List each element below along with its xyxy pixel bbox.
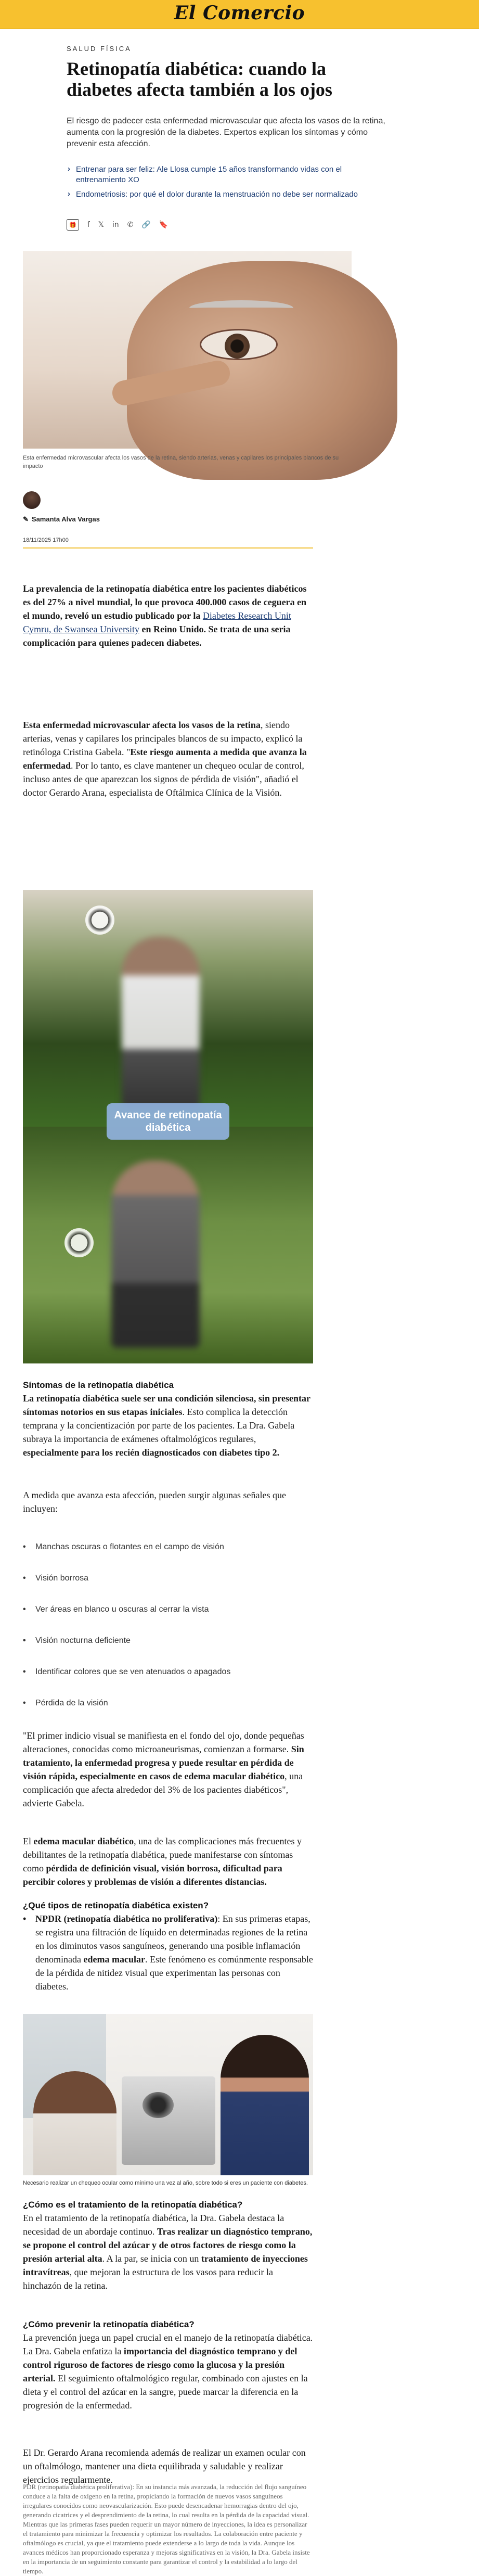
video-label: Avance de retinopatía diabética (107, 1103, 229, 1140)
paragraph-4: A medida que avanza esta afección, pueden surgir algunas señales que incluyen: (23, 1490, 286, 1514)
hero-image (23, 251, 352, 449)
bookmark-icon[interactable]: 🔖 (159, 221, 169, 229)
top-bar (0, 0, 479, 29)
site-logo[interactable]: El Comercio (174, 2, 305, 24)
list-item: • Ver áreas en blanco u oscuras al cerrar la vista (23, 1603, 313, 1616)
extra-content-hidden: PDR (retinopatía diabética proliferativa): En su instancia más avanzada, la reducción del flujo sanguíneo conduce a la falta de oxígeno en la retina, propiciando la formación de nuevos vasos sanguíneos irregulares conocidos como neovascularización. Esto puede desencadenar hemorragias dentro del ojo, generando cicatrices y el desprendimiento de la retina, lo cual resulta en la pérdida de la capacidad visual. Mientras que las primeras fases pueden requerir un mayor número de inyecciones, la idea es personalizar el tratamiento para minimizar la frecuencia y optimizar los resultados. La colaboración entre paciente y oftalmólogo es crucial, ya que el tratamiento puede extenderse a lo largo de toda la vida. Aunque los avances médicos han proporcionado esperanza y mejoras significativas en la visión, la Dra. Gabela insiste en la importancia de un seguimiento constante para garantizar el control y la estabilidad a lo largo del tiempo. (23, 2483, 310, 2575)
section-types (23, 1899, 313, 2007)
list-item: • Visión borrosa (23, 1572, 313, 1585)
hero-caption: Esta enfermedad microvascular afecta los vasos de la retina, siendo arterias, venas y capilares los principales blancos de su impacto (23, 455, 339, 469)
related-link-text[interactable]: Endometriosis: por qué el dolor durante la menstruación no debe ser normalizado (76, 190, 358, 199)
list-item: • Pérdida de la visión (23, 1697, 313, 1710)
types-list (23, 1912, 313, 1993)
article-summary: El riesgo de padecer esta enfermedad microvascular que afecta los vasos de la retina, aumenta con la progresión de la diabetes. Expertos explican los síntomas y cómo prevenir esta afección. (67, 117, 385, 148)
section-tag[interactable]: SALUD FÍSICA (67, 45, 132, 53)
list-item: • Manchas oscuras o flotantes en el campo de visión (23, 1540, 313, 1554)
gift-icon[interactable]: 🎁 (67, 219, 79, 231)
related-links (67, 164, 389, 204)
symptom-list-wrap (23, 1540, 313, 1728)
x-icon[interactable]: 𝕏 (98, 221, 104, 229)
pen-icon: ✎ (23, 515, 29, 523)
author-name[interactable]: Samanta Alva Vargas (31, 515, 100, 523)
publish-date: 18/11/2025 17h00 (23, 537, 69, 543)
related-link-text[interactable]: Entrenar para ser feliz: Ale Llosa cumple 15 años transformando vidas con el entrenamiento XO (76, 165, 342, 184)
related-link[interactable] (67, 164, 389, 185)
link-icon[interactable]: 🔗 (141, 221, 151, 229)
section-treatment: ¿Cómo es el tratamiento de la retinopatía diabética? En el tratamiento de la retinopatía diabética, la Dra. Gabela destaca la necesidad de un abordaje continuo. Tras realizar un diagnóstico temprano, se propone el control del azúcar y de otros factores de riesgo como la presión arterial alta. A la par, se inicia con un tratamiento de inyecciones intravítreas, que mejoran la estructura de los vasos para reducir la hinchazón de la retina. (23, 2200, 313, 2291)
related-link[interactable] (67, 189, 389, 200)
exam-photo-caption: Necesario realizar un chequeo ocular como mínimo una vez al año, sobre todo si eres un paciente con diabetes. (23, 2180, 308, 2186)
study-link[interactable]: Diabetes Research Unit Cymru, de Swansea University (23, 610, 291, 634)
list-item: • Visión nocturna deficiente (23, 1634, 313, 1648)
paragraph-5: "El primer indicio visual se manifiesta en el fondo del ojo, donde pequeñas alteraciones, conocidas como microaneurismas, comienzan a formarse. Sin tratamiento, la enfermedad progresa y puede resultar en pérdida de visión rápida, especialmente en casos de edema macular diabético, una complicación que afecta alrededor del 3% de los pacientes diabéticos", advierte Gabela. (23, 1730, 304, 1808)
section-prevention: ¿Cómo prevenir la retinopatía diabética? La prevención juega un papel crucial en el manejo de la retinopatía diabética. La Dra. Gabela enfatiza la importancia del diagnóstico temprano y del control riguroso de factores de riesgo como la glucosa y la presión arterial. El seguimiento oftalmológico regular, combinado con ajustes en la dieta y el control del azúcar en la sangre, puede marcar la diferencia en la progresión de la enfermedad. (23, 2319, 313, 2411)
facebook-icon[interactable]: f (87, 221, 90, 229)
heading-symptoms: Síntomas de la retinopatía diabética (23, 1380, 174, 1390)
heading-treatment: ¿Cómo es el tratamiento de la retinopatía diabética? (23, 2200, 243, 2210)
article-headline: Retinopatía diabética: cuando la diabetes afecta también a los ojos (67, 58, 332, 100)
exam-photo (23, 2014, 313, 2175)
list-item: • Identificar colores que se ven atenuados o apagados (23, 1665, 313, 1679)
whatsapp-icon[interactable]: ✆ (127, 221, 134, 229)
author-avatar[interactable] (23, 491, 41, 509)
heading-types: ¿Qué tipos de retinopatía diabética existen? (23, 1901, 209, 1910)
video-embed[interactable] (23, 890, 313, 1363)
author-byline[interactable] (23, 515, 100, 524)
paragraph-2: Esta enfermedad microvascular afecta los vasos de la retina, siendo arterias, venas y capilares los principales blancos de su impacto, explicó la retinóloga Cristina Gabela. "Este riesgo aumenta a medida que avanza la enfermedad. Por lo tanto, es clave mantener un chequeo ocular de control, incluso antes de que aparezcan los signos de pérdida de visión", añadió el doctor Gerardo Arana, especialista de Oftálmica Clínica de la Visión. (23, 720, 307, 798)
symptom-list (23, 1540, 313, 1710)
paragraph-1: La prevalencia de la retinopatía diabética entre los pacientes diabéticos es del 27% a nivel mundial, lo que provoca 400.000 casos de ceguera en el mundo, reveló un estudio publicado por la Diabetes Research Unit Cymru, de Swansea University en Reino Unido. Se trata de una seria complicación para quienes padecen diabetes. (23, 583, 307, 648)
paragraph-10: El Dr. Gerardo Arana recomienda además de realizar un examen ocular con un oftalmólogo, mantener una dieta equilibrada y saludable y realizar ejercicios regularmente. (23, 2447, 306, 2485)
heading-prevention: ¿Cómo prevenir la retinopatía diabética? (23, 2319, 195, 2329)
section-symptoms: Síntomas de la retinopatía diabética La retinopatía diabética suele ser una condición silenciosa, sin presentar síntomas notorios en sus etapas iniciales. Esto complica la detección temprana y la concientización por parte de los pacientes. La Dra. Gabela subraya la importancia de exámenes oftalmológicos regulares, especialmente para los recién diagnosticados con diabetes tipo 2. (23, 1379, 313, 1459)
paragraph-6: El edema macular diabético, una de las complicaciones más frecuentes y debilitantes de la retinopatía diabética, puede manifestarse con síntomas como pérdida de definición visual, visión borrosa, dificultad para percibir colores y problemas de visión a diferentes distancias. (23, 1836, 302, 1887)
divider (23, 547, 313, 549)
share-bar (67, 219, 168, 231)
linkedin-icon[interactable]: in (112, 221, 119, 229)
list-item: • NPDR (retinopatía diabética no proliferativa): En sus primeras etapas, se registra una filtración de líquido en determinadas regiones de la retina en los diminutos vasos sanguíneos, generando una posible inflamación denominada edema macular. Este fenómeno es comúnmente responsable de la pérdida de nitidez visual que experimentan las personas con diabetes. (23, 1912, 313, 1993)
